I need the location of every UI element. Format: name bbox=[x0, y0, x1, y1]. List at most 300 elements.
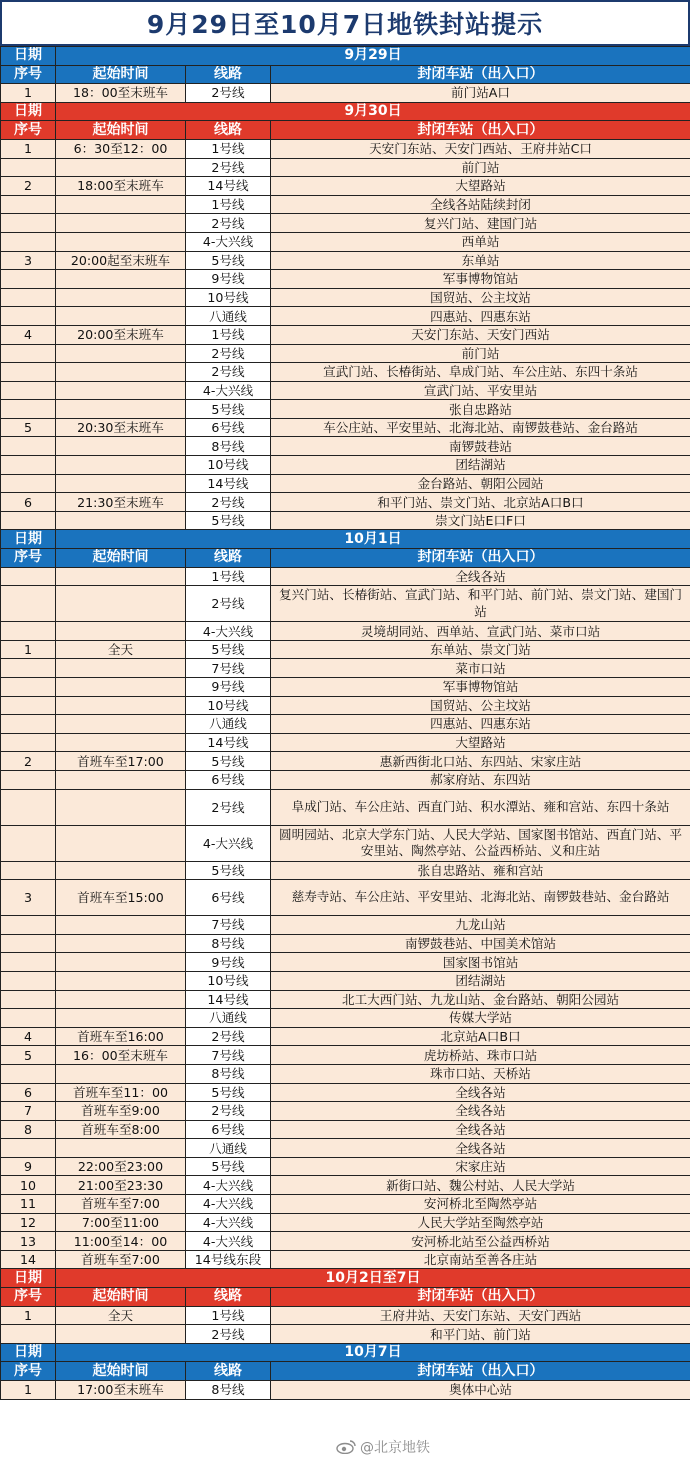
table-row bbox=[1, 84, 690, 103]
row-line: 4-大兴线 bbox=[186, 381, 271, 400]
row-time: 21:00至23:30 bbox=[56, 1176, 186, 1195]
row-time: 20:00至末班车 bbox=[56, 325, 186, 344]
row-seq: 3 bbox=[1, 880, 56, 916]
row-seq bbox=[1, 437, 56, 456]
row-seq bbox=[1, 307, 56, 326]
header-time: 起始时间 bbox=[56, 65, 186, 84]
row-seq bbox=[1, 195, 56, 214]
row-line: 7号线 bbox=[186, 1046, 271, 1065]
page-title: 9月29日至10月7日地铁封站提示 bbox=[0, 0, 690, 46]
row-station: 宋家庄站 bbox=[271, 1157, 690, 1176]
row-station: 团结湖站 bbox=[271, 456, 690, 475]
row-station: 前门站A口 bbox=[271, 84, 690, 103]
row-time bbox=[56, 678, 186, 697]
row-seq bbox=[1, 678, 56, 697]
row-line: 2号线 bbox=[186, 1102, 271, 1121]
section-date-row bbox=[1, 1343, 690, 1362]
row-line: 6号线 bbox=[186, 880, 271, 916]
row-line: 7号线 bbox=[186, 916, 271, 935]
row-time bbox=[56, 659, 186, 678]
row-station: 九龙山站 bbox=[271, 916, 690, 935]
row-time bbox=[56, 456, 186, 475]
table-row bbox=[1, 493, 690, 512]
row-station: 军事博物馆站 bbox=[271, 270, 690, 289]
table-row bbox=[1, 1157, 690, 1176]
row-station: 全线各站陆续封闭 bbox=[271, 195, 690, 214]
row-time: 首班车至15:00 bbox=[56, 880, 186, 916]
row-time: 18:00至末班车 bbox=[56, 177, 186, 196]
table-row bbox=[1, 1306, 690, 1325]
row-line: 4-大兴线 bbox=[186, 825, 271, 861]
row-line: 10号线 bbox=[186, 456, 271, 475]
row-line: 八通线 bbox=[186, 715, 271, 734]
row-station: 灵境胡同站、西单站、宣武门站、菜市口站 bbox=[271, 622, 690, 641]
row-line: 4-大兴线 bbox=[186, 1195, 271, 1214]
row-station: 圆明园站、北京大学东门站、人民大学站、国家图书馆站、西直门站、平安里站、陶然亭站、公益西桥站、义和庄站 bbox=[271, 825, 690, 861]
table-row bbox=[1, 251, 690, 270]
row-seq bbox=[1, 400, 56, 419]
row-station: 和平门站、崇文门站、北京站A口B口 bbox=[271, 493, 690, 512]
row-time bbox=[56, 586, 186, 622]
table-row bbox=[1, 344, 690, 363]
row-line: 10号线 bbox=[186, 971, 271, 990]
column-header-row bbox=[1, 549, 690, 568]
header-station: 封闭车站（出入口） bbox=[271, 121, 690, 140]
row-line: 1号线 bbox=[186, 325, 271, 344]
row-seq bbox=[1, 270, 56, 289]
row-station: 四惠站、四惠东站 bbox=[271, 307, 690, 326]
date-label: 日期 bbox=[1, 102, 56, 121]
table-row bbox=[1, 1064, 690, 1083]
table-row bbox=[1, 381, 690, 400]
row-seq bbox=[1, 916, 56, 935]
row-time bbox=[56, 1009, 186, 1028]
row-station: 复兴门站、建国门站 bbox=[271, 214, 690, 233]
table-row bbox=[1, 659, 690, 678]
row-seq: 8 bbox=[1, 1120, 56, 1139]
row-line: 4-大兴线 bbox=[186, 622, 271, 641]
header-seq: 序号 bbox=[1, 1362, 56, 1381]
column-header-row bbox=[1, 1362, 690, 1381]
table-row bbox=[1, 770, 690, 789]
table-row bbox=[1, 288, 690, 307]
row-line: 1号线 bbox=[186, 567, 271, 586]
table-row bbox=[1, 232, 690, 251]
table-row bbox=[1, 1176, 690, 1195]
header-line: 线路 bbox=[186, 121, 271, 140]
row-line: 2号线 bbox=[186, 344, 271, 363]
row-seq: 1 bbox=[1, 1381, 56, 1400]
row-station: 北京站A口B口 bbox=[271, 1027, 690, 1046]
row-time bbox=[56, 158, 186, 177]
row-seq: 13 bbox=[1, 1232, 56, 1251]
row-line: 2号线 bbox=[186, 158, 271, 177]
table-row bbox=[1, 567, 690, 586]
table-row bbox=[1, 752, 690, 771]
row-seq bbox=[1, 344, 56, 363]
row-line: 5号线 bbox=[186, 861, 271, 880]
row-line: 9号线 bbox=[186, 678, 271, 697]
row-time: 11:00至14：00 bbox=[56, 1232, 186, 1251]
table-row bbox=[1, 1046, 690, 1065]
row-line: 10号线 bbox=[186, 288, 271, 307]
row-seq: 2 bbox=[1, 752, 56, 771]
row-station: 惠新西街北口站、东四站、宋家庄站 bbox=[271, 752, 690, 771]
table-row bbox=[1, 177, 690, 196]
row-seq bbox=[1, 770, 56, 789]
table-row bbox=[1, 640, 690, 659]
row-time: 首班车至17:00 bbox=[56, 752, 186, 771]
row-time: 首班车至7:00 bbox=[56, 1250, 186, 1269]
row-seq bbox=[1, 567, 56, 586]
header-line: 线路 bbox=[186, 1362, 271, 1381]
row-seq bbox=[1, 825, 56, 861]
row-seq bbox=[1, 381, 56, 400]
row-station: 全线各站 bbox=[271, 1102, 690, 1121]
header-line: 线路 bbox=[186, 1288, 271, 1307]
row-line: 4-大兴线 bbox=[186, 1232, 271, 1251]
row-seq: 1 bbox=[1, 640, 56, 659]
row-time bbox=[56, 825, 186, 861]
row-seq: 7 bbox=[1, 1102, 56, 1121]
row-time bbox=[56, 195, 186, 214]
row-time: 首班车至11：00 bbox=[56, 1083, 186, 1102]
row-station: 张自忠路站、雍和宫站 bbox=[271, 861, 690, 880]
table-row bbox=[1, 678, 690, 697]
row-seq: 4 bbox=[1, 1027, 56, 1046]
header-seq: 序号 bbox=[1, 1288, 56, 1307]
header-time: 起始时间 bbox=[56, 1362, 186, 1381]
row-seq: 11 bbox=[1, 1195, 56, 1214]
section-date-row bbox=[1, 530, 690, 549]
date-label: 日期 bbox=[1, 1269, 56, 1288]
row-line: 8号线 bbox=[186, 437, 271, 456]
row-time bbox=[56, 344, 186, 363]
row-seq bbox=[1, 586, 56, 622]
header-seq: 序号 bbox=[1, 549, 56, 568]
row-station: 新街口站、魏公村站、人民大学站 bbox=[271, 1176, 690, 1195]
row-station: 崇文门站E口F口 bbox=[271, 511, 690, 530]
row-station: 车公庄站、平安里站、北海北站、南锣鼓巷站、金台路站 bbox=[271, 418, 690, 437]
row-station: 奥体中心站 bbox=[271, 1381, 690, 1400]
table-row bbox=[1, 1083, 690, 1102]
row-time bbox=[56, 1064, 186, 1083]
row-time bbox=[56, 288, 186, 307]
table-row bbox=[1, 456, 690, 475]
row-line: 14号线 bbox=[186, 733, 271, 752]
row-station: 全线各站 bbox=[271, 1139, 690, 1158]
date-label: 日期 bbox=[1, 530, 56, 549]
table-row bbox=[1, 1381, 690, 1400]
row-line: 1号线 bbox=[186, 195, 271, 214]
row-seq bbox=[1, 1139, 56, 1158]
row-station: 南锣鼓巷站 bbox=[271, 437, 690, 456]
row-time bbox=[56, 307, 186, 326]
row-time: 全天 bbox=[56, 640, 186, 659]
table-row bbox=[1, 1232, 690, 1251]
row-seq bbox=[1, 456, 56, 475]
table-row bbox=[1, 916, 690, 935]
row-seq bbox=[1, 1064, 56, 1083]
row-station: 前门站 bbox=[271, 158, 690, 177]
row-line: 5号线 bbox=[186, 400, 271, 419]
row-line: 5号线 bbox=[186, 511, 271, 530]
row-station: 安河桥北至陶然亭站 bbox=[271, 1195, 690, 1214]
row-station: 北工大西门站、九龙山站、金台路站、朝阳公园站 bbox=[271, 990, 690, 1009]
row-seq: 3 bbox=[1, 251, 56, 270]
row-line: 14号线 bbox=[186, 990, 271, 1009]
row-seq: 1 bbox=[1, 84, 56, 103]
row-station: 虎坊桥站、珠市口站 bbox=[271, 1046, 690, 1065]
date-label: 日期 bbox=[1, 47, 56, 66]
row-time bbox=[56, 733, 186, 752]
row-station: 人民大学站至陶然亭站 bbox=[271, 1213, 690, 1232]
row-time bbox=[56, 789, 186, 825]
row-time bbox=[56, 934, 186, 953]
table-row bbox=[1, 971, 690, 990]
table-row bbox=[1, 789, 690, 825]
row-station: 传媒大学站 bbox=[271, 1009, 690, 1028]
row-seq bbox=[1, 1009, 56, 1028]
row-seq: 5 bbox=[1, 418, 56, 437]
row-station: 南锣鼓巷站、中国美术馆站 bbox=[271, 934, 690, 953]
row-line: 5号线 bbox=[186, 1157, 271, 1176]
row-seq bbox=[1, 934, 56, 953]
table-row bbox=[1, 418, 690, 437]
row-station: 珠市口站、天桥站 bbox=[271, 1064, 690, 1083]
row-line: 6号线 bbox=[186, 418, 271, 437]
row-seq bbox=[1, 733, 56, 752]
row-time bbox=[56, 953, 186, 972]
row-time: 首班车至9:00 bbox=[56, 1102, 186, 1121]
row-seq bbox=[1, 715, 56, 734]
header-line: 线路 bbox=[186, 549, 271, 568]
row-time: 20:00起至末班车 bbox=[56, 251, 186, 270]
row-time bbox=[56, 437, 186, 456]
weibo-icon bbox=[336, 1440, 356, 1454]
row-station: 东单站 bbox=[271, 251, 690, 270]
row-line: 14号线 bbox=[186, 474, 271, 493]
row-time bbox=[56, 861, 186, 880]
table-row bbox=[1, 1027, 690, 1046]
row-time: 首班车至16:00 bbox=[56, 1027, 186, 1046]
row-time bbox=[56, 381, 186, 400]
table-row bbox=[1, 158, 690, 177]
section-date-row bbox=[1, 47, 690, 66]
header-station: 封闭车站（出入口） bbox=[271, 65, 690, 84]
row-line: 5号线 bbox=[186, 1083, 271, 1102]
row-seq bbox=[1, 1325, 56, 1344]
row-seq bbox=[1, 232, 56, 251]
row-station: 宣武门站、长椿街站、阜成门站、车公庄站、东四十条站 bbox=[271, 363, 690, 382]
table-row bbox=[1, 934, 690, 953]
row-seq bbox=[1, 861, 56, 880]
row-line: 9号线 bbox=[186, 953, 271, 972]
row-time bbox=[56, 400, 186, 419]
row-line: 8号线 bbox=[186, 1064, 271, 1083]
row-line: 4-大兴线 bbox=[186, 1176, 271, 1195]
table-row bbox=[1, 861, 690, 880]
row-station: 国贸站、公主坟站 bbox=[271, 288, 690, 307]
table-row bbox=[1, 953, 690, 972]
row-line: 八通线 bbox=[186, 1009, 271, 1028]
row-seq: 5 bbox=[1, 1046, 56, 1065]
row-line: 八通线 bbox=[186, 1139, 271, 1158]
row-time: 22:00至23:00 bbox=[56, 1157, 186, 1176]
row-line: 5号线 bbox=[186, 640, 271, 659]
row-line: 10号线 bbox=[186, 696, 271, 715]
row-time: 6：30至12：00 bbox=[56, 139, 186, 158]
row-seq bbox=[1, 511, 56, 530]
table-row bbox=[1, 1250, 690, 1269]
table-row bbox=[1, 437, 690, 456]
table-row bbox=[1, 307, 690, 326]
row-station: 天安门东站、天安门西站、王府井站C口 bbox=[271, 139, 690, 158]
row-time bbox=[56, 363, 186, 382]
row-time bbox=[56, 971, 186, 990]
row-time bbox=[56, 696, 186, 715]
table-row bbox=[1, 622, 690, 641]
row-time: 21:30至末班车 bbox=[56, 493, 186, 512]
row-seq bbox=[1, 363, 56, 382]
table-row bbox=[1, 1325, 690, 1344]
row-line: 4-大兴线 bbox=[186, 1213, 271, 1232]
row-station: 慈寿寺站、车公庄站、平安里站、北海北站、南锣鼓巷站、金台路站 bbox=[271, 880, 690, 916]
row-line: 八通线 bbox=[186, 307, 271, 326]
table-row bbox=[1, 474, 690, 493]
column-header-row bbox=[1, 1288, 690, 1307]
table-row bbox=[1, 586, 690, 622]
table-row bbox=[1, 1102, 690, 1121]
row-time: 首班车至7:00 bbox=[56, 1195, 186, 1214]
weibo-watermark bbox=[336, 1436, 430, 1458]
row-line: 1号线 bbox=[186, 1306, 271, 1325]
row-station: 阜成门站、车公庄站、西直门站、积水潭站、雍和宫站、东四十条站 bbox=[271, 789, 690, 825]
row-station: 王府井站、天安门东站、天安门西站 bbox=[271, 1306, 690, 1325]
row-seq: 1 bbox=[1, 1306, 56, 1325]
row-time bbox=[56, 770, 186, 789]
row-seq: 12 bbox=[1, 1213, 56, 1232]
row-line: 2号线 bbox=[186, 586, 271, 622]
row-line: 2号线 bbox=[186, 1325, 271, 1344]
table-row bbox=[1, 139, 690, 158]
row-line: 1号线 bbox=[186, 139, 271, 158]
row-station: 国贸站、公主坟站 bbox=[271, 696, 690, 715]
table-row bbox=[1, 880, 690, 916]
row-station: 四惠站、四惠东站 bbox=[271, 715, 690, 734]
row-line: 8号线 bbox=[186, 1381, 271, 1400]
row-time: 16：00至末班车 bbox=[56, 1046, 186, 1065]
row-seq: 6 bbox=[1, 1083, 56, 1102]
header-station: 封闭车站（出入口） bbox=[271, 549, 690, 568]
table-row bbox=[1, 990, 690, 1009]
row-seq bbox=[1, 659, 56, 678]
row-station: 郝家府站、东四站 bbox=[271, 770, 690, 789]
header-line: 线路 bbox=[186, 65, 271, 84]
row-time bbox=[56, 270, 186, 289]
row-station: 大望路站 bbox=[271, 733, 690, 752]
row-station: 张自忠路站 bbox=[271, 400, 690, 419]
row-time bbox=[56, 567, 186, 586]
table-row bbox=[1, 214, 690, 233]
row-station: 西单站 bbox=[271, 232, 690, 251]
row-station: 全线各站 bbox=[271, 1083, 690, 1102]
row-line: 2号线 bbox=[186, 493, 271, 512]
header-station: 封闭车站（出入口） bbox=[271, 1288, 690, 1307]
row-line: 9号线 bbox=[186, 270, 271, 289]
row-line: 2号线 bbox=[186, 1027, 271, 1046]
row-time: 全天 bbox=[56, 1306, 186, 1325]
section-date: 10月2日至7日 bbox=[56, 1269, 690, 1288]
row-line: 8号线 bbox=[186, 934, 271, 953]
row-line: 5号线 bbox=[186, 251, 271, 270]
row-time bbox=[56, 1325, 186, 1344]
row-time bbox=[56, 916, 186, 935]
table-row bbox=[1, 715, 690, 734]
row-line: 7号线 bbox=[186, 659, 271, 678]
row-seq: 14 bbox=[1, 1250, 56, 1269]
row-time bbox=[56, 232, 186, 251]
row-time bbox=[56, 990, 186, 1009]
header-time: 起始时间 bbox=[56, 549, 186, 568]
row-seq: 6 bbox=[1, 493, 56, 512]
row-line: 6号线 bbox=[186, 1120, 271, 1139]
row-seq: 1 bbox=[1, 139, 56, 158]
table-row bbox=[1, 733, 690, 752]
row-station: 菜市口站 bbox=[271, 659, 690, 678]
section-date-row bbox=[1, 102, 690, 121]
table-row bbox=[1, 363, 690, 382]
table-row bbox=[1, 1195, 690, 1214]
row-seq bbox=[1, 990, 56, 1009]
row-station: 宣武门站、平安里站 bbox=[271, 381, 690, 400]
row-seq bbox=[1, 288, 56, 307]
row-time bbox=[56, 715, 186, 734]
row-seq bbox=[1, 789, 56, 825]
table-row bbox=[1, 195, 690, 214]
row-station: 前门站 bbox=[271, 344, 690, 363]
row-time bbox=[56, 214, 186, 233]
watermark-text: @北京地铁 bbox=[360, 1440, 430, 1456]
row-line: 14号线东段 bbox=[186, 1250, 271, 1269]
row-seq: 2 bbox=[1, 177, 56, 196]
row-seq bbox=[1, 971, 56, 990]
row-line: 6号线 bbox=[186, 770, 271, 789]
row-station: 北京南站至善各庄站 bbox=[271, 1250, 690, 1269]
row-station: 国家图书馆站 bbox=[271, 953, 690, 972]
row-line: 2号线 bbox=[186, 789, 271, 825]
row-time: 7:00至11:00 bbox=[56, 1213, 186, 1232]
row-time bbox=[56, 1139, 186, 1158]
row-time bbox=[56, 511, 186, 530]
row-station: 金台路站、朝阳公园站 bbox=[271, 474, 690, 493]
row-line: 2号线 bbox=[186, 214, 271, 233]
section-date: 9月30日 bbox=[56, 102, 690, 121]
row-seq: 9 bbox=[1, 1157, 56, 1176]
row-line: 2号线 bbox=[186, 84, 271, 103]
section-date-row bbox=[1, 1269, 690, 1288]
header-seq: 序号 bbox=[1, 121, 56, 140]
table-row bbox=[1, 270, 690, 289]
header-seq: 序号 bbox=[1, 65, 56, 84]
row-time bbox=[56, 474, 186, 493]
row-seq bbox=[1, 696, 56, 715]
header-station: 封闭车站（出入口） bbox=[271, 1362, 690, 1381]
table-row bbox=[1, 511, 690, 530]
row-station: 团结湖站 bbox=[271, 971, 690, 990]
row-station: 军事博物馆站 bbox=[271, 678, 690, 697]
row-line: 5号线 bbox=[186, 752, 271, 771]
